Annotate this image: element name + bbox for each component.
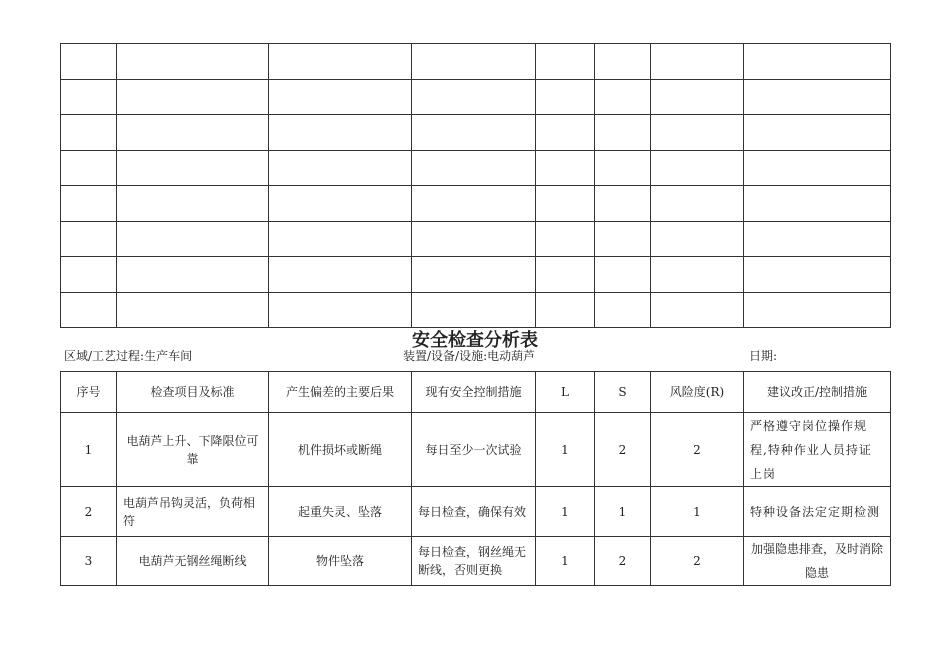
meta-device <box>403 347 535 364</box>
empty-cell <box>651 44 744 80</box>
empty-cell <box>412 150 536 186</box>
empty-cell <box>117 292 269 328</box>
table-row <box>61 413 891 487</box>
empty-cell <box>412 257 536 293</box>
cell-no: 3 <box>61 537 117 586</box>
empty-cell <box>536 79 595 115</box>
cell-item <box>117 413 269 487</box>
empty-row <box>61 186 891 222</box>
cell-item-text: 电葫芦上升、下降限位可靠 <box>126 433 259 466</box>
empty-cell <box>744 257 891 293</box>
meta-area <box>64 347 192 364</box>
empty-cell <box>412 221 536 257</box>
empty-cell <box>536 292 595 328</box>
empty-cell <box>595 186 651 222</box>
empty-cell <box>412 115 536 151</box>
empty-cell <box>651 221 744 257</box>
table-row <box>61 487 891 537</box>
empty-cell <box>595 292 651 328</box>
empty-cell <box>651 115 744 151</box>
empty-cell <box>595 221 651 257</box>
empty-cell <box>61 257 117 293</box>
empty-cell <box>651 257 744 293</box>
empty-cell <box>744 292 891 328</box>
cell-item: 电葫芦无钢丝绳断线 <box>117 537 269 586</box>
empty-cell <box>595 150 651 186</box>
empty-cell <box>117 150 269 186</box>
empty-cell <box>744 186 891 222</box>
header-row <box>61 372 891 413</box>
cell-suggest-text: 严格遵守岗位操作规程,特种作业人员持证上岗 <box>750 418 872 481</box>
empty-cell <box>117 79 269 115</box>
header-consequence: 产生偏差的主要后果 <box>269 372 412 413</box>
empty-cell <box>412 186 536 222</box>
empty-cell <box>744 150 891 186</box>
empty-row <box>61 79 891 115</box>
cell-consequence: 起重失灵、坠落 <box>269 487 412 537</box>
cell-risk: 2 <box>651 413 744 487</box>
empty-cell <box>536 150 595 186</box>
empty-cell <box>269 79 412 115</box>
area-value: 生产车间 <box>144 349 193 363</box>
cell-no: 2 <box>61 487 117 537</box>
cell-s: 2 <box>595 413 651 487</box>
header-existing: 现有安全控制措施 <box>412 372 536 413</box>
cell-risk: 2 <box>651 537 744 586</box>
header-s: S <box>595 372 651 413</box>
cell-l: 1 <box>536 413 595 487</box>
empty-row <box>61 150 891 186</box>
empty-cell <box>61 292 117 328</box>
cell-suggest: 加强隐患排查，及时消除隐患 <box>744 537 891 586</box>
empty-cell <box>412 79 536 115</box>
empty-cell <box>269 221 412 257</box>
header-l: L <box>536 372 595 413</box>
empty-cell <box>651 186 744 222</box>
empty-cell <box>536 186 595 222</box>
empty-cell <box>117 257 269 293</box>
cell-no: 1 <box>61 413 117 487</box>
empty-cell <box>117 221 269 257</box>
cell-suggest-text: 特种设备法定定期检测 <box>750 504 881 519</box>
empty-cell <box>269 150 412 186</box>
empty-cell <box>61 221 117 257</box>
empty-cell <box>536 257 595 293</box>
empty-cell <box>117 44 269 80</box>
header-suggest: 建议改正/控制措施 <box>744 372 891 413</box>
empty-cell <box>269 186 412 222</box>
empty-cell <box>117 186 269 222</box>
device-label: 装置/设备/设施: <box>403 349 488 363</box>
empty-cell <box>651 150 744 186</box>
date-label: 日期: <box>749 349 778 363</box>
empty-cell <box>269 292 412 328</box>
cell-s: 2 <box>595 537 651 586</box>
empty-cell <box>744 221 891 257</box>
cell-l: 1 <box>536 487 595 537</box>
cell-existing: 每日检查，确保有效 <box>412 487 536 537</box>
empty-cell <box>61 115 117 151</box>
cell-item: 电葫芦吊钩灵活，负荷相符 <box>117 487 269 537</box>
empty-cell <box>651 79 744 115</box>
safety-check-table <box>60 371 891 586</box>
page-title: 安全检查分析表 <box>412 330 538 351</box>
cell-existing: 每日至少一次试验 <box>412 413 536 487</box>
header-no: 序号 <box>61 372 117 413</box>
empty-cell <box>744 44 891 80</box>
header-item: 检查项目及标准 <box>117 372 269 413</box>
header-risk: 风险度(R) <box>651 372 744 413</box>
empty-row <box>61 44 891 80</box>
empty-cell <box>269 44 412 80</box>
empty-cell <box>744 115 891 151</box>
device-value: 电动葫芦 <box>487 349 536 363</box>
empty-cell <box>269 115 412 151</box>
previous-page-table <box>60 43 891 328</box>
cell-l: 1 <box>536 537 595 586</box>
cell-consequence: 物件坠落 <box>269 537 412 586</box>
meta-date <box>749 347 777 364</box>
empty-row <box>61 257 891 293</box>
empty-cell <box>61 79 117 115</box>
empty-cell <box>595 115 651 151</box>
empty-cell <box>269 257 412 293</box>
empty-cell <box>536 115 595 151</box>
cell-risk: 1 <box>651 487 744 537</box>
cell-s: 1 <box>595 487 651 537</box>
empty-cell <box>117 115 269 151</box>
empty-row <box>61 221 891 257</box>
empty-row <box>61 115 891 151</box>
empty-cell <box>651 292 744 328</box>
empty-cell <box>61 44 117 80</box>
empty-cell <box>536 44 595 80</box>
empty-cell <box>412 44 536 80</box>
empty-cell <box>61 186 117 222</box>
empty-cell <box>595 257 651 293</box>
cell-suggest <box>744 487 891 537</box>
area-label: 区域/工艺过程: <box>64 349 145 363</box>
empty-cell <box>595 44 651 80</box>
table-row <box>61 537 891 586</box>
empty-cell <box>536 221 595 257</box>
empty-row <box>61 292 891 328</box>
cell-suggest <box>744 413 891 487</box>
empty-cell <box>744 79 891 115</box>
empty-cell <box>412 292 536 328</box>
cell-consequence: 机件损坏或断绳 <box>269 413 412 487</box>
empty-cell <box>595 79 651 115</box>
cell-existing: 每日检查，钢丝绳无断线，否则更换 <box>412 537 536 586</box>
empty-cell <box>61 150 117 186</box>
